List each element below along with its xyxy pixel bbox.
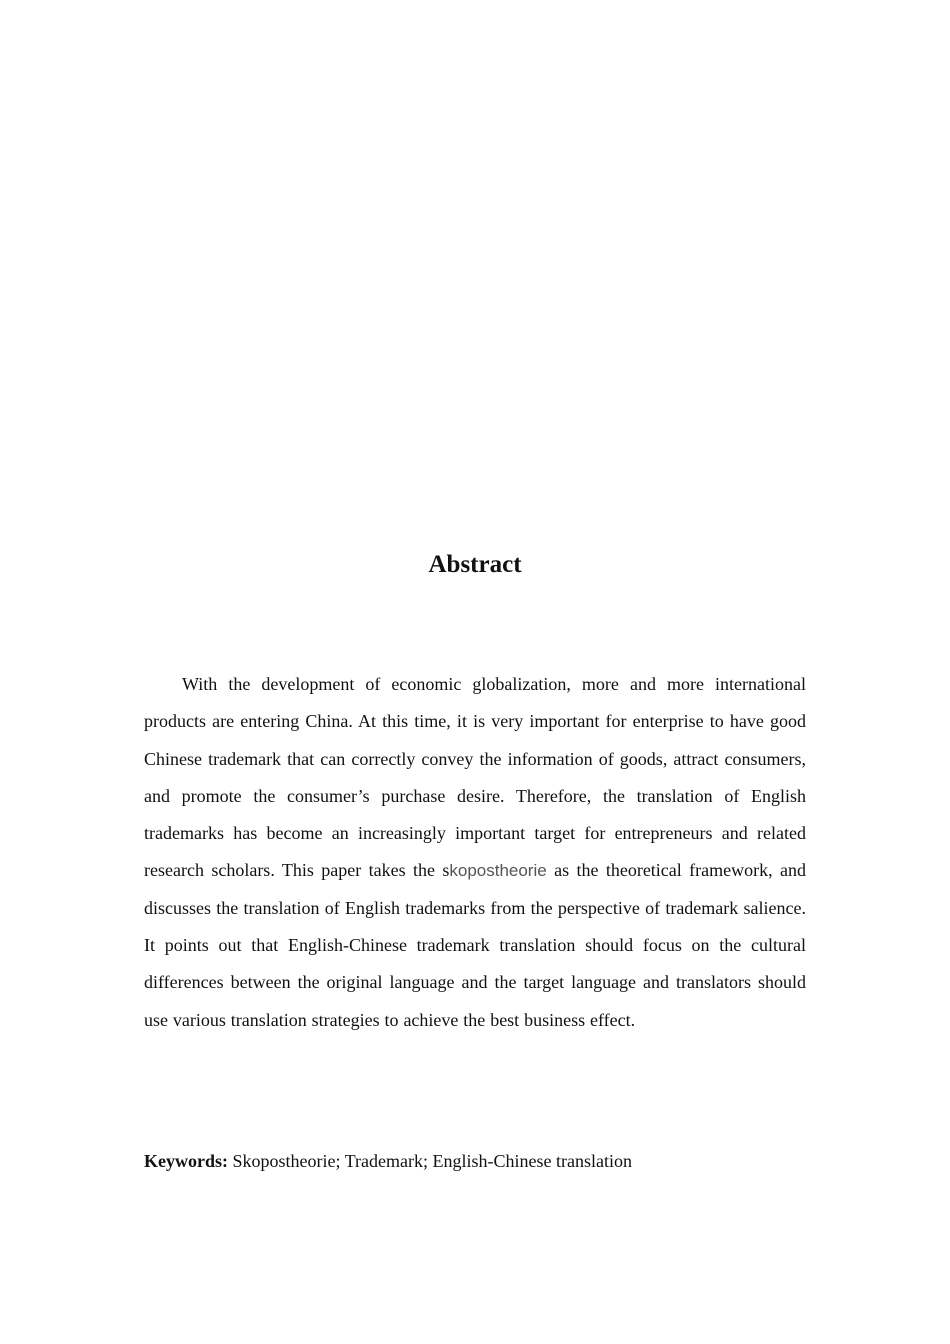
- keywords-value: Skopostheorie; Trademark; English-Chinese translation: [228, 1151, 632, 1171]
- abstract-highlighted-term: kopostheorie: [449, 861, 547, 881]
- keywords-label: Keywords:: [144, 1151, 228, 1171]
- abstract-text-part-1: With the development of economic globalization, more and more international products are entering China. At this time, it is very important for enterprise to have good Chinese trademark that can correctly convey the information of goods, attract consumers, and promote the consumer’s purchase desire. Therefore, the translation of English trademarks has become an increasingly important target for entrepreneurs and related research scholars. This paper takes the s: [144, 674, 806, 881]
- abstract-paragraph: [144, 666, 806, 1039]
- keywords-line: [144, 1144, 806, 1178]
- abstract-heading: Abstract: [428, 551, 522, 578]
- abstract-text-part-2: as the theoretical framework, and discusses the translation of English trademarks from the perspective of trademark salience. It points out that English-Chinese trademark translation should focus on the cultural differences between the original language and the target language and translators should use various translation strategies to achieve the best business effect.: [144, 860, 807, 1030]
